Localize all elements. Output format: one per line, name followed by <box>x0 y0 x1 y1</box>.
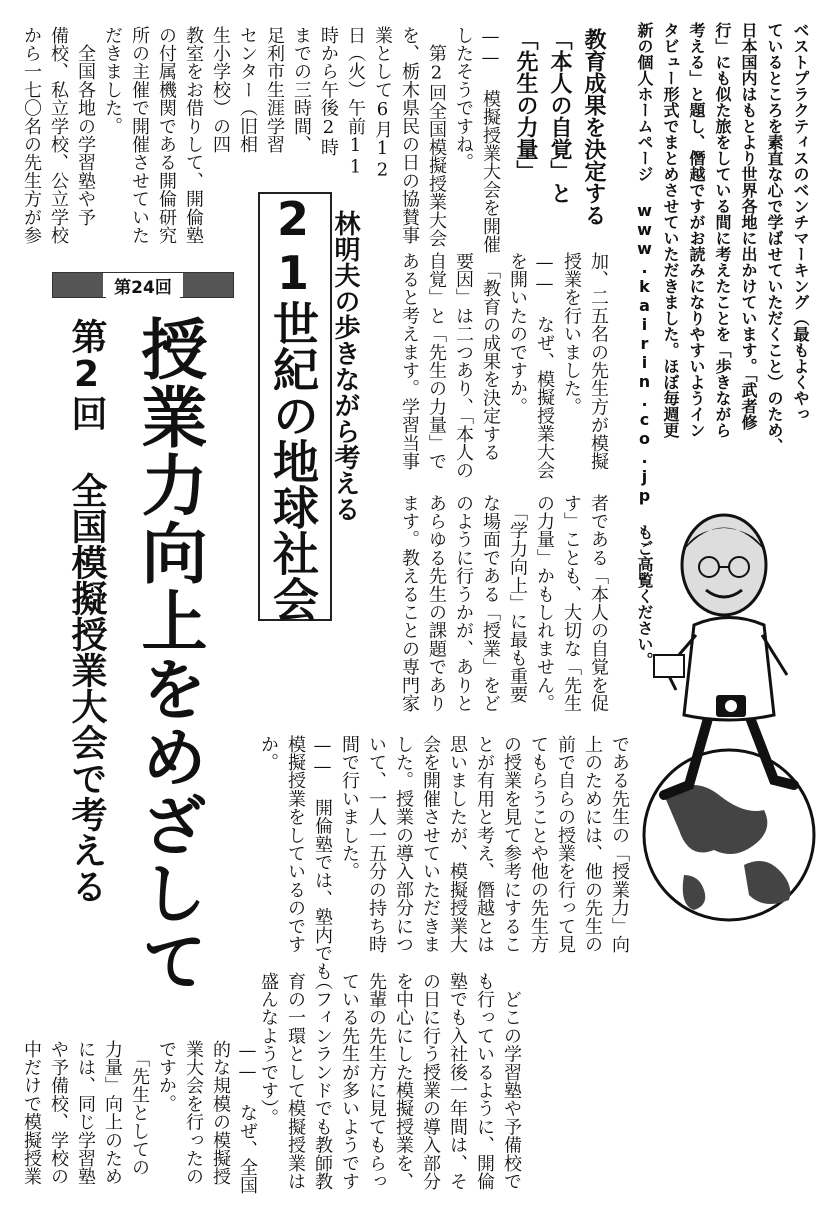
masthead-title: 21世紀の地球社会 <box>266 192 320 622</box>
column-e: どこの学習塾や予備校で も行っているように、開倫 塾でも入社後一年間は、そ の日に行う授業の導入部分 を中心にした模擬授業を、 先輩の先生方に見てもらっ ている先生が多いようです （フィンランドでも教師教 育の一環として模擬授業は 盛んなようです）。 <box>258 972 522 1191</box>
section-heading: 教育成果を決定する 「本人の自覚」と 「先生の力量」 <box>513 28 606 226</box>
column-c: 者である「本人の自覚を促 す」ことも、大切な「先生 の力量」かもしれません。 「学力向上」に最も重要 な場面である「授業」をど のように行うかが、ありと あらゆる先生の課題であり ます。教えることの専門家 <box>399 494 609 713</box>
column-d: である先生の「授業力」向 上のためには、他の先生の 前で自らの授業を行って見 てもらうことや他の先生方 の授業を見て参考にするこ とが有用と考え、僭越とは 思いましたが、模擬授業大 会を開催させていただきま した。授業の導入部分につ いて、一人一五分の持ち時 間で行いました。 —— 開倫塾では、塾内でも 模擬授業をしているのです か。 <box>258 735 630 981</box>
intro-text: ベストプラクティスのベンチマーキング（最もよくやっ ているところを素直な心で学ばせていただくこと）のため、 日本国内はもとより世界各地に出かけています。「武者修 行」にも似た旅をしている間に考えたことを「歩きながら 考える」と題し、僭越ですがお読みになりやすいようイン タビュー形式でまとめさせていただきました。ほぼ毎週更 新の個人ホームページ www.kairin.co.jp もご高覧ください。 <box>635 22 810 668</box>
series-badge <box>52 272 234 298</box>
series-badge-label: 第24回 <box>106 273 180 298</box>
column-b: 加、二五名の先生方が模擬 授業を行いました。 —— なぜ、模擬授業大会 を開いたのですか。 「教育の成果を決定する 要因」は二つあり、「本人の 自覚」と「先生の力量」で あると考えます。学習当事 <box>399 252 609 480</box>
column-a: —— 模擬授業大会を開催 したそうですね。 第2回全国模擬授業大会 を、栃木県民の日の協賛事 業として6月12 日（火）午前11 時から午後2時 までの三時間、 足利市生涯学習 センター（旧相 生小学校）の四 教室をお借りして、開倫塾 の付属機関である開倫研究 所の主催で開催させていた だきました。 全国各地の学習塾や予 備校、私立学校、公立学校 から一七〇名の先生方が参 <box>21 26 501 254</box>
author-caricature-on-globe-icon <box>624 505 824 925</box>
headline-sub: 第2回 全国模擬授業大会で考える <box>66 318 107 904</box>
headline-main: 授業力向上をめざして <box>130 315 207 995</box>
column-f: —— なぜ、全国 的な規模の模擬授 業大会を行ったの ですか。 「先生としての 力量」向上のため には、同じ学習塾 や予備校、学校の 中だけで模擬授業 <box>21 1040 258 1195</box>
masthead-author: 林明夫の歩きながら考える <box>330 210 360 522</box>
